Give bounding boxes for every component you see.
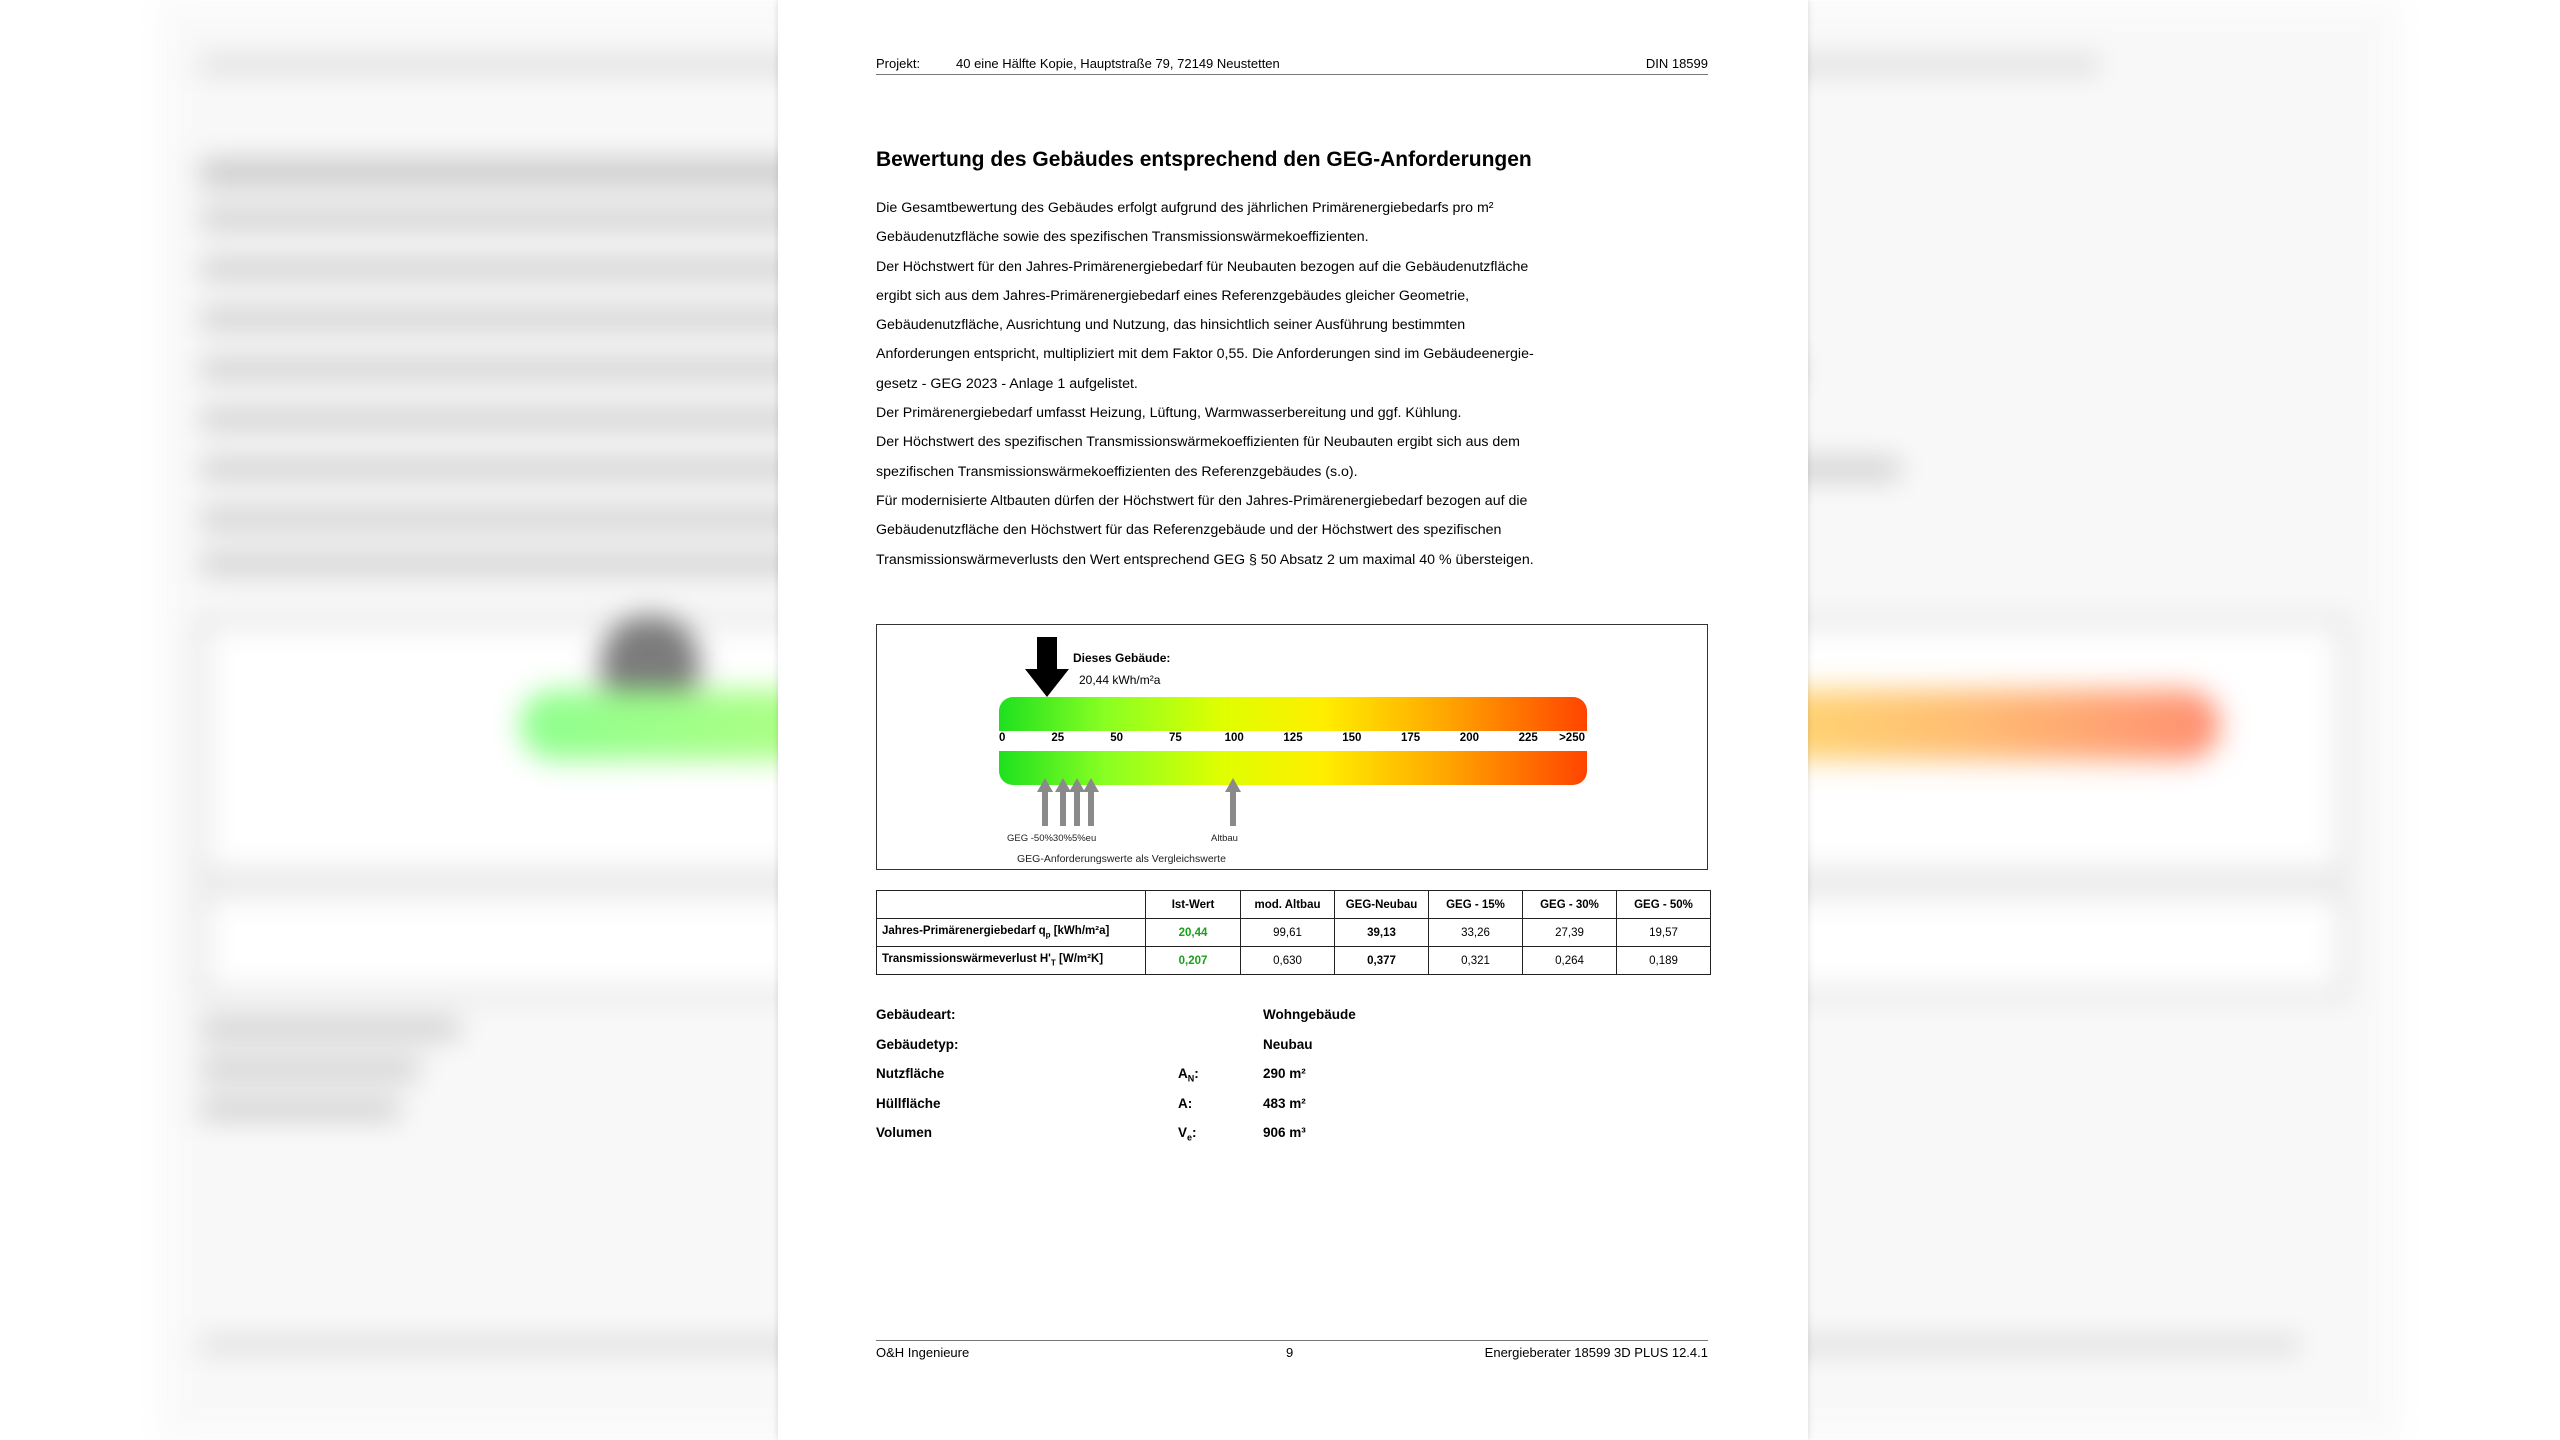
symbol-suffix: : xyxy=(1192,1125,1197,1140)
document-page xyxy=(778,0,1808,1440)
table-row xyxy=(877,919,1711,947)
table-header-cell: GEG-Neubau xyxy=(1335,891,1429,919)
symbol-text: V xyxy=(1178,1125,1188,1140)
table-header-cell: GEG - 15% xyxy=(1429,891,1523,919)
paragraph-line: Gebäudenutzfläche, Ausrichtung und Nutzung, das hinsichtlich seiner Ausführung bestimmten xyxy=(876,317,1466,334)
scale-tick-label: 75 xyxy=(1168,732,1182,744)
paragraph-line: ergibt sich aus dem Jahres-Primärenergiebedarf eines Referenzgebäudes gleicher Geometrie, xyxy=(876,287,1470,304)
paragraph-line: Transmissionswärmeverlusts den Wert entsprechend GEG § 50 Absatz 2 um maximal 40 % übersteigen. xyxy=(876,551,1534,568)
altbau-label: Altbau xyxy=(1211,833,1238,844)
row-label-text: Jahres-Primärenergiebedarf q xyxy=(882,925,1046,938)
scale-ticks xyxy=(999,732,1587,750)
scale-bar-top xyxy=(999,697,1587,731)
scale-tick-label: 200 xyxy=(1459,732,1479,744)
info-label: Gebäudeart: xyxy=(876,1007,956,1022)
scale-tick-label: 150 xyxy=(1342,732,1362,744)
info-label: Gebäudetyp: xyxy=(876,1037,959,1052)
scale-tick-label: 100 xyxy=(1224,732,1244,744)
paragraph-line: Gebäudenutzfläche sowie des spezifischen Transmissionswärmekoeffizienten. xyxy=(876,229,1369,246)
paragraph-line: Der Höchstwert für den Jahres-Primärenergiebedarf für Neubauten bezogen auf die Gebäudenutzfläche xyxy=(876,258,1529,275)
page-header xyxy=(876,56,1708,75)
paragraph-line: Für modernisierte Altbauten dürfen der Höchstwert für den Jahres-Primärenergiebedarf bezogen auf die xyxy=(876,492,1528,509)
table-cell: 0,264 xyxy=(1523,947,1617,975)
comparison-table xyxy=(876,890,1711,975)
scale-tick-label: 175 xyxy=(1401,732,1421,744)
paragraph-line: gesetz - GEG 2023 - Anlage 1 aufgelistet. xyxy=(876,375,1138,392)
table-cell: 0,321 xyxy=(1429,947,1523,975)
paragraph-line: Der Höchstwert des spezifischen Transmissionswärmekoeffizienten für Neubauten ergibt sich aus dem xyxy=(876,434,1520,451)
row-label-sub: p xyxy=(1045,930,1051,940)
page-title: Bewertung des Gebäudes entsprechend den GEG-Anforderungen xyxy=(876,148,1532,171)
table-cell: 0,207 xyxy=(1146,947,1241,975)
footer-page-number: 9 xyxy=(1286,1345,1294,1360)
table-row xyxy=(877,947,1711,975)
scale-tick-label: 0 xyxy=(999,732,1006,744)
info-label: Hüllfläche xyxy=(876,1096,941,1111)
table-cell: 0,189 xyxy=(1617,947,1711,975)
info-symbol xyxy=(1178,1125,1197,1143)
building-label: Dieses Gebäude: xyxy=(1073,651,1171,665)
table-cell: 20,44 xyxy=(1146,919,1241,947)
row-label-unit: [kWh/m²a] xyxy=(1050,925,1110,938)
table-header-row xyxy=(877,891,1711,919)
symbol-sub: N xyxy=(1187,1073,1195,1084)
scale-tick-label: 25 xyxy=(1051,732,1065,744)
info-value: 483 m² xyxy=(1263,1096,1306,1111)
table-cell: 33,26 xyxy=(1429,919,1523,947)
scale-tick-label: 125 xyxy=(1283,732,1303,744)
symbol-sub: e xyxy=(1187,1132,1193,1143)
paragraph-line: spezifischen Transmissionswärmekoeffizienten des Referenzgebäudes (s.o). xyxy=(876,463,1358,480)
info-value: Neubau xyxy=(1263,1037,1313,1052)
page-footer xyxy=(876,1340,1708,1365)
info-label: Nutzfläche xyxy=(876,1066,945,1081)
paragraph-line: Der Primärenergiebedarf umfasst Heizung, Lüftung, Warmwasserbereitung und ggf. Kühlung. xyxy=(876,405,1462,422)
row-label xyxy=(877,947,1146,975)
table-header-cell: GEG - 30% xyxy=(1523,891,1617,919)
description-paragraph xyxy=(876,194,1636,575)
table-cell: 39,13 xyxy=(1335,919,1429,947)
table-header-cell: GEG - 50% xyxy=(1617,891,1711,919)
energy-scale xyxy=(876,624,1708,870)
project-label: Projekt: xyxy=(876,56,921,71)
reference-arrow-icon xyxy=(1225,778,1241,826)
footer-software: Energieberater 18599 3D PLUS 12.4.1 xyxy=(1484,1345,1708,1360)
paragraph-line: Anforderungen entspricht, multipliziert mit dem Faktor 0,55. Die Anforderungen sind im Gebäudeenergie- xyxy=(876,346,1534,363)
info-value: Wohngebäude xyxy=(1263,1007,1356,1022)
table-header-cell xyxy=(877,891,1146,919)
paragraph-line: Gebäudenutzfläche den Höchstwert für das Referenzgebäude und der Höchstwert des spezifischen xyxy=(876,522,1502,539)
row-label-text: Transmissionswärmeverlust H' xyxy=(882,953,1051,966)
symbol-text: A xyxy=(1178,1066,1188,1081)
info-symbol: A: xyxy=(1178,1096,1193,1111)
building-arrow-icon xyxy=(1025,637,1069,697)
table-header-cell: mod. Altbau xyxy=(1241,891,1335,919)
geg-arrow-label: GEG -50%30%5%eu xyxy=(1007,833,1097,844)
building-value: 20,44 kWh/m²a xyxy=(1079,673,1161,687)
info-symbol xyxy=(1178,1066,1199,1084)
reference-arrow-icon xyxy=(1083,778,1099,826)
scale-tick-label: 225 xyxy=(1518,732,1538,744)
scale-tick-label: >250 xyxy=(1559,732,1585,744)
scale-caption: GEG-Anforderungswerte als Vergleichswerte xyxy=(1017,853,1226,865)
table-header-cell: Ist-Wert xyxy=(1146,891,1241,919)
reference-arrow-icon xyxy=(1037,778,1053,826)
table-cell: 0,630 xyxy=(1241,947,1335,975)
footer-company: O&H Ingenieure xyxy=(876,1345,970,1360)
info-value: 290 m² xyxy=(1263,1066,1306,1081)
paragraph-line: Die Gesamtbewertung des Gebäudes erfolgt aufgrund des jährlichen Primärenergiebedarfs pro m² xyxy=(876,200,1494,216)
project-value: 40 eine Hälfte Kopie, Hauptstraße 79, 72149 Neustetten xyxy=(956,56,1280,71)
scale-tick-label: 50 xyxy=(1110,732,1123,744)
row-label-unit: [W/m²K] xyxy=(1055,953,1104,966)
table-cell: 19,57 xyxy=(1617,919,1711,947)
table-cell: 0,377 xyxy=(1335,947,1429,975)
info-label: Volumen xyxy=(876,1125,933,1140)
row-label-sub: T xyxy=(1050,958,1056,968)
row-label xyxy=(877,919,1146,947)
norm-label: DIN 18599 xyxy=(1645,56,1708,71)
table-cell: 27,39 xyxy=(1523,919,1617,947)
info-value: 906 m³ xyxy=(1263,1125,1306,1140)
symbol-suffix: : xyxy=(1194,1066,1199,1081)
table-cell: 99,61 xyxy=(1241,919,1335,947)
